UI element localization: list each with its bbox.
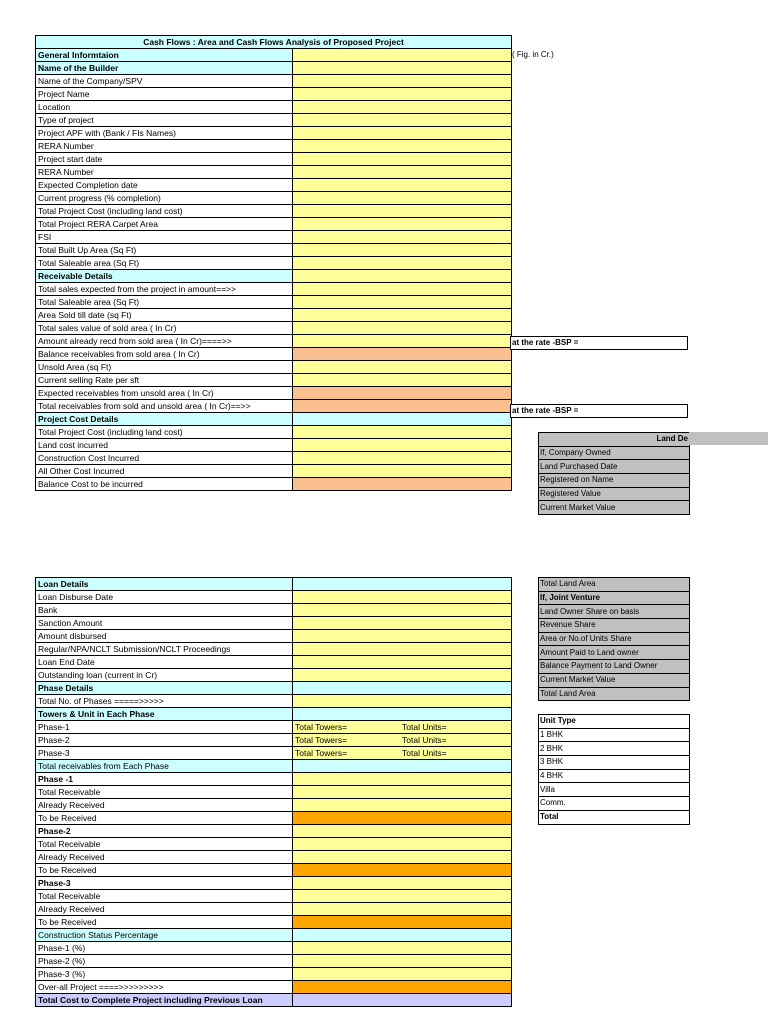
- figures-note: ( Fig. in Cr.): [512, 50, 554, 59]
- loan-phase-row: [36, 903, 512, 916]
- land-details-header: Land De: [539, 433, 690, 447]
- loan-phase-row: [36, 669, 512, 682]
- unit-type-row: [539, 742, 690, 756]
- unit-type-row: [539, 769, 690, 783]
- unit-type-item: Unit Type: [539, 715, 690, 729]
- loan-phase-value-cell[interactable]: [293, 968, 512, 981]
- loan-phase-value-cell[interactable]: [293, 955, 512, 968]
- project-info-value-cell[interactable]: [293, 296, 512, 309]
- project-info-label: Current progress (% completion): [36, 192, 293, 205]
- project-info-label: Total Built Up Area (Sq Ft): [36, 244, 293, 257]
- project-info-value-cell[interactable]: [293, 387, 512, 400]
- project-info-label: Project Cost Details: [36, 413, 293, 426]
- loan-phase-label: Total receivables from Each Phase: [36, 760, 293, 773]
- unit-type-item: 2 BHK: [539, 742, 690, 756]
- project-info-value-cell[interactable]: [293, 166, 512, 179]
- project-info-value-cell[interactable]: [293, 361, 512, 374]
- loan-phase-value-cell[interactable]: [293, 838, 512, 851]
- project-info-value-cell[interactable]: [293, 309, 512, 322]
- loan-phase-row: [36, 773, 512, 786]
- loan-phase-row: [36, 838, 512, 851]
- project-info-label: Name of the Builder: [36, 62, 293, 75]
- loan-phase-label: Already Received: [36, 799, 293, 812]
- loan-phase-value-cell[interactable]: [293, 591, 512, 604]
- loan-phase-value-cell[interactable]: [293, 669, 512, 682]
- project-info-value-cell[interactable]: [293, 426, 512, 439]
- project-info-value-cell[interactable]: [293, 153, 512, 166]
- loan-phase-value-cell[interactable]: [293, 617, 512, 630]
- total-units-label: Total Units=: [402, 722, 447, 732]
- project-info-label: Project Name: [36, 88, 293, 101]
- project-info-value-cell[interactable]: [293, 62, 512, 75]
- loan-phase-value-cell[interactable]: [293, 812, 512, 825]
- loan-phase-row: [36, 929, 512, 942]
- total-towers-label: Total Towers=: [295, 748, 348, 758]
- loan-phase-value-cell[interactable]: [293, 734, 512, 747]
- project-info-row: [36, 452, 512, 465]
- land-detail-row: [539, 460, 690, 474]
- project-info-value-cell[interactable]: [293, 452, 512, 465]
- loan-phase-label: Total Cost to Complete Project including Previous Loan: [36, 994, 293, 1007]
- project-info-value-cell[interactable]: [293, 205, 512, 218]
- project-info-value-cell[interactable]: [293, 140, 512, 153]
- project-info-label: Construction Cost Incurred: [36, 452, 293, 465]
- project-info-label: Total Saleable area (Sq Ft): [36, 257, 293, 270]
- loan-phase-value-cell[interactable]: [293, 994, 512, 1007]
- joint-venture-item: Amount Paid to Land owner: [539, 646, 690, 660]
- joint-venture-row: [539, 660, 690, 674]
- project-info-value-cell[interactable]: [293, 101, 512, 114]
- loan-phase-value-cell[interactable]: [293, 890, 512, 903]
- loan-phase-value-cell[interactable]: [293, 695, 512, 708]
- joint-venture-row: [539, 673, 690, 687]
- total-units-label: Total Units=: [402, 748, 447, 758]
- land-detail-item: Current Market Value: [539, 501, 690, 515]
- joint-venture-item: Land Owner Share on basis: [539, 605, 690, 619]
- project-info-row: [36, 244, 512, 257]
- unit-type-row: [539, 756, 690, 770]
- project-info-value-cell[interactable]: [293, 348, 512, 361]
- project-info-label: Total Project Cost (including land cost): [36, 205, 293, 218]
- unit-type-table: [538, 714, 690, 825]
- project-info-label: All Other Cost Incurred: [36, 465, 293, 478]
- project-info-label: Expected Completion date: [36, 179, 293, 192]
- joint-venture-row: [539, 578, 690, 592]
- loan-phase-row: [36, 864, 512, 877]
- project-info-label: Total receivables from sold and unsold area ( In Cr)==>>: [36, 400, 293, 413]
- loan-phase-label: Bank: [36, 604, 293, 617]
- project-info-row: [36, 270, 512, 283]
- project-info-value-cell[interactable]: [293, 400, 512, 413]
- project-info-row: [36, 140, 512, 153]
- unit-type-row: [539, 728, 690, 742]
- loan-phase-label: Phase-2: [36, 734, 293, 747]
- project-info-row: [36, 465, 512, 478]
- project-info-row: [36, 283, 512, 296]
- loan-phase-label: Phase -1: [36, 773, 293, 786]
- loan-phase-value-cell[interactable]: [293, 903, 512, 916]
- project-info-row: [36, 348, 512, 361]
- loan-phase-row: [36, 747, 512, 760]
- land-detail-row: [539, 446, 690, 460]
- project-info-label: Total Saleable area (Sq Ft): [36, 296, 293, 309]
- loan-phase-value-cell[interactable]: [293, 630, 512, 643]
- loan-phase-label: Loan End Date: [36, 656, 293, 669]
- project-info-label: RERA Number: [36, 166, 293, 179]
- project-info-row: [36, 127, 512, 140]
- loan-phase-row: [36, 708, 512, 721]
- project-info-label: Current selling Rate per sft: [36, 374, 293, 387]
- project-info-value-cell[interactable]: [293, 75, 512, 88]
- project-info-value-cell[interactable]: [293, 413, 512, 426]
- project-info-row: [36, 374, 512, 387]
- project-info-value-cell[interactable]: [293, 478, 512, 491]
- loan-phase-value-cell[interactable]: [293, 773, 512, 786]
- project-info-label: Balance receivables from sold area ( In Cr): [36, 348, 293, 361]
- project-info-label: Total Project Cost (including land cost): [36, 426, 293, 439]
- project-info-row: [36, 322, 512, 335]
- project-info-row: [36, 179, 512, 192]
- unit-type-item: 3 BHK: [539, 756, 690, 770]
- land-detail-row: [539, 474, 690, 488]
- project-info-label: RERA Number: [36, 140, 293, 153]
- loan-phase-label: To be Received: [36, 916, 293, 929]
- project-info-value-cell[interactable]: [293, 179, 512, 192]
- loan-phase-value-cell[interactable]: [293, 604, 512, 617]
- project-info-label: Type of project: [36, 114, 293, 127]
- loan-phase-row: [36, 825, 512, 838]
- project-info-label: Total sales expected from the project in amount==>>: [36, 283, 293, 296]
- loan-phase-value-cell[interactable]: [293, 578, 512, 591]
- project-info-row: [36, 114, 512, 127]
- project-info-label: Total Project RERA Carpet Area: [36, 218, 293, 231]
- project-info-label: Project start date: [36, 153, 293, 166]
- unit-type-item: Villa: [539, 783, 690, 797]
- joint-venture-item: Revenue Share: [539, 619, 690, 633]
- land-detail-item: Land Purchased Date: [539, 460, 690, 474]
- loan-phase-row: [36, 981, 512, 994]
- project-info-label: FSI: [36, 231, 293, 244]
- project-info-value-cell[interactable]: [293, 439, 512, 452]
- joint-venture-table: [538, 577, 690, 701]
- loan-phase-label: Amount disbursed: [36, 630, 293, 643]
- loan-phase-label: Regular/NPA/NCLT Submission/NCLT Proceedings: [36, 643, 293, 656]
- loan-phase-row: [36, 916, 512, 929]
- project-info-row: [36, 361, 512, 374]
- rate-bsp-sold[interactable]: at the rate -BSP =: [510, 336, 688, 350]
- loan-phase-label: Loan Details: [36, 578, 293, 591]
- total-towers-label: Total Towers=: [295, 735, 348, 745]
- loan-phase-label: Phase-1: [36, 721, 293, 734]
- loan-phase-row: [36, 617, 512, 630]
- loan-phase-value-cell[interactable]: [293, 643, 512, 656]
- loan-phase-label: Towers & Unit in Each Phase: [36, 708, 293, 721]
- loan-phase-row: [36, 786, 512, 799]
- project-info-row: [36, 335, 512, 348]
- project-info-value-cell[interactable]: [293, 127, 512, 140]
- sheet-title: Cash Flows : Area and Cash Flows Analysis of Proposed Project: [36, 36, 512, 49]
- project-info-value-cell[interactable]: [293, 88, 512, 101]
- project-info-row: [36, 439, 512, 452]
- project-info-row: [36, 101, 512, 114]
- project-info-label: Expected receivables from unsold area ( In Cr): [36, 387, 293, 400]
- loan-phase-label: Total Receivable: [36, 838, 293, 851]
- project-info-row: [36, 62, 512, 75]
- project-info-row: [36, 309, 512, 322]
- unit-type-row: [539, 715, 690, 729]
- project-info-row: [36, 153, 512, 166]
- unit-type-item: Total: [539, 810, 690, 824]
- project-info-label: Balance Cost to be incurred: [36, 478, 293, 491]
- land-detail-item: Registered Value: [539, 487, 690, 501]
- joint-venture-row: [539, 632, 690, 646]
- project-info-value-cell[interactable]: [293, 231, 512, 244]
- loan-phase-label: Phase-3: [36, 877, 293, 890]
- loan-phase-value-cell[interactable]: [293, 721, 512, 734]
- loan-phase-row: [36, 968, 512, 981]
- project-info-value-cell[interactable]: [293, 335, 512, 348]
- project-info-row: [36, 413, 512, 426]
- project-info-row: [36, 166, 512, 179]
- loan-phase-row: [36, 812, 512, 825]
- joint-venture-item: If, Joint Venture: [539, 591, 690, 605]
- loan-phase-table: [35, 577, 512, 1007]
- project-info-table: [35, 35, 512, 491]
- loan-phase-value-cell[interactable]: [293, 708, 512, 721]
- project-info-label: Project APF with (Bank / FIs Names): [36, 127, 293, 140]
- total-units-label: Total Units=: [402, 735, 447, 745]
- project-info-label: Location: [36, 101, 293, 114]
- loan-phase-label: Outstanding loan (current in Cr): [36, 669, 293, 682]
- project-info-value-cell[interactable]: [293, 257, 512, 270]
- joint-venture-row: [539, 619, 690, 633]
- project-info-value-cell[interactable]: [293, 218, 512, 231]
- loan-phase-row: [36, 578, 512, 591]
- loan-phase-label: Construction Status Percentage: [36, 929, 293, 942]
- project-info-label: General Informtaion: [36, 49, 293, 62]
- loan-phase-label: Phase-2: [36, 825, 293, 838]
- loan-phase-label: Phase Details: [36, 682, 293, 695]
- total-towers-label: Total Towers=: [295, 722, 348, 732]
- loan-phase-row: [36, 955, 512, 968]
- project-info-value-cell[interactable]: [293, 283, 512, 296]
- loan-phase-label: To be Received: [36, 812, 293, 825]
- loan-phase-value-cell[interactable]: [293, 942, 512, 955]
- joint-venture-row: [539, 591, 690, 605]
- loan-phase-label: Already Received: [36, 903, 293, 916]
- project-info-row: [36, 478, 512, 491]
- land-details-header-extension: [689, 432, 768, 445]
- loan-phase-value-cell[interactable]: [293, 747, 512, 760]
- project-info-value-cell[interactable]: [293, 270, 512, 283]
- project-info-value-cell[interactable]: [293, 322, 512, 335]
- loan-phase-label: Loan Disburse Date: [36, 591, 293, 604]
- project-info-label: Land cost incurred: [36, 439, 293, 452]
- loan-phase-row: [36, 591, 512, 604]
- loan-phase-label: Total Receivable: [36, 890, 293, 903]
- project-info-label: Receivable Details: [36, 270, 293, 283]
- loan-phase-row: [36, 877, 512, 890]
- project-info-value-cell[interactable]: [293, 192, 512, 205]
- land-detail-row: [539, 501, 690, 515]
- joint-venture-row: [539, 605, 690, 619]
- loan-phase-row: [36, 760, 512, 773]
- loan-phase-row: [36, 656, 512, 669]
- joint-venture-item: Balance Payment to Land Owner: [539, 660, 690, 674]
- project-info-label: Name of the Company/SPV: [36, 75, 293, 88]
- unit-type-row: [539, 810, 690, 824]
- project-info-value-cell[interactable]: [293, 49, 512, 62]
- loan-phase-value-cell[interactable]: [293, 760, 512, 773]
- project-info-value-cell[interactable]: [293, 244, 512, 257]
- joint-venture-item: Current Market Value: [539, 673, 690, 687]
- loan-phase-label: Total Receivable: [36, 786, 293, 799]
- rate-bsp-unsold[interactable]: at the rate -BSP =: [510, 404, 688, 418]
- unit-type-item: Comm.: [539, 797, 690, 811]
- loan-phase-row: [36, 799, 512, 812]
- joint-venture-item: Total Land Area: [539, 578, 690, 592]
- loan-phase-label: Phase-1 (%): [36, 942, 293, 955]
- loan-phase-value-cell[interactable]: [293, 981, 512, 994]
- project-info-label: Unsold Area (sq Ft): [36, 361, 293, 374]
- joint-venture-item: Total Land Area: [539, 687, 690, 701]
- loan-phase-row: [36, 695, 512, 708]
- project-info-row: [36, 88, 512, 101]
- project-info-row: [36, 426, 512, 439]
- loan-phase-row: [36, 682, 512, 695]
- project-info-row: [36, 192, 512, 205]
- project-info-row: [36, 296, 512, 309]
- project-info-row: [36, 205, 512, 218]
- joint-venture-item: Area or No.of Units Share: [539, 632, 690, 646]
- loan-phase-label: Phase-2 (%): [36, 955, 293, 968]
- loan-phase-row: [36, 643, 512, 656]
- project-info-row: [36, 231, 512, 244]
- loan-phase-row: [36, 851, 512, 864]
- project-info-value-cell[interactable]: [293, 374, 512, 387]
- loan-phase-row: [36, 994, 512, 1007]
- loan-phase-label: Over-all Project ====>>>>>>>>>: [36, 981, 293, 994]
- loan-phase-value-cell[interactable]: [293, 877, 512, 890]
- project-info-value-cell[interactable]: [293, 465, 512, 478]
- loan-phase-value-cell[interactable]: [293, 799, 512, 812]
- project-info-row: [36, 387, 512, 400]
- loan-phase-row: [36, 890, 512, 903]
- land-detail-row: [539, 487, 690, 501]
- loan-phase-label: Already Received: [36, 851, 293, 864]
- loan-phase-label: Phase-3 (%): [36, 968, 293, 981]
- loan-phase-value-cell[interactable]: [293, 682, 512, 695]
- land-detail-item: If, Company Owned: [539, 446, 690, 460]
- loan-phase-row: [36, 942, 512, 955]
- loan-phase-row: [36, 734, 512, 747]
- land-details-table: [538, 432, 690, 515]
- unit-type-item: 4 BHK: [539, 769, 690, 783]
- project-info-row: [36, 75, 512, 88]
- unit-type-row: [539, 797, 690, 811]
- loan-phase-value-cell[interactable]: [293, 851, 512, 864]
- project-info-label: Area Sold till date (sq Ft): [36, 309, 293, 322]
- loan-phase-label: Sanction Amount: [36, 617, 293, 630]
- loan-phase-label: To be Received: [36, 864, 293, 877]
- loan-phase-value-cell[interactable]: [293, 786, 512, 799]
- loan-phase-row: [36, 604, 512, 617]
- joint-venture-row: [539, 687, 690, 701]
- project-info-value-cell[interactable]: [293, 114, 512, 127]
- loan-phase-value-cell[interactable]: [293, 929, 512, 942]
- project-info-label: Amount already recd from sold area ( In Cr)====>>: [36, 335, 293, 348]
- loan-phase-value-cell[interactable]: [293, 656, 512, 669]
- unit-type-item: 1 BHK: [539, 728, 690, 742]
- project-info-row: [36, 400, 512, 413]
- loan-phase-row: [36, 721, 512, 734]
- land-detail-item: Registered on Name: [539, 474, 690, 488]
- loan-phase-label: Phase-3: [36, 747, 293, 760]
- loan-phase-value-cell[interactable]: [293, 825, 512, 838]
- project-info-row: [36, 49, 512, 62]
- project-info-row: [36, 218, 512, 231]
- project-info-label: Total sales value of sold area ( In Cr): [36, 322, 293, 335]
- joint-venture-row: [539, 646, 690, 660]
- project-info-row: [36, 257, 512, 270]
- loan-phase-value-cell[interactable]: [293, 864, 512, 877]
- loan-phase-value-cell[interactable]: [293, 916, 512, 929]
- unit-type-row: [539, 783, 690, 797]
- loan-phase-row: [36, 630, 512, 643]
- loan-phase-label: Total No. of Phases =====>>>>>: [36, 695, 293, 708]
